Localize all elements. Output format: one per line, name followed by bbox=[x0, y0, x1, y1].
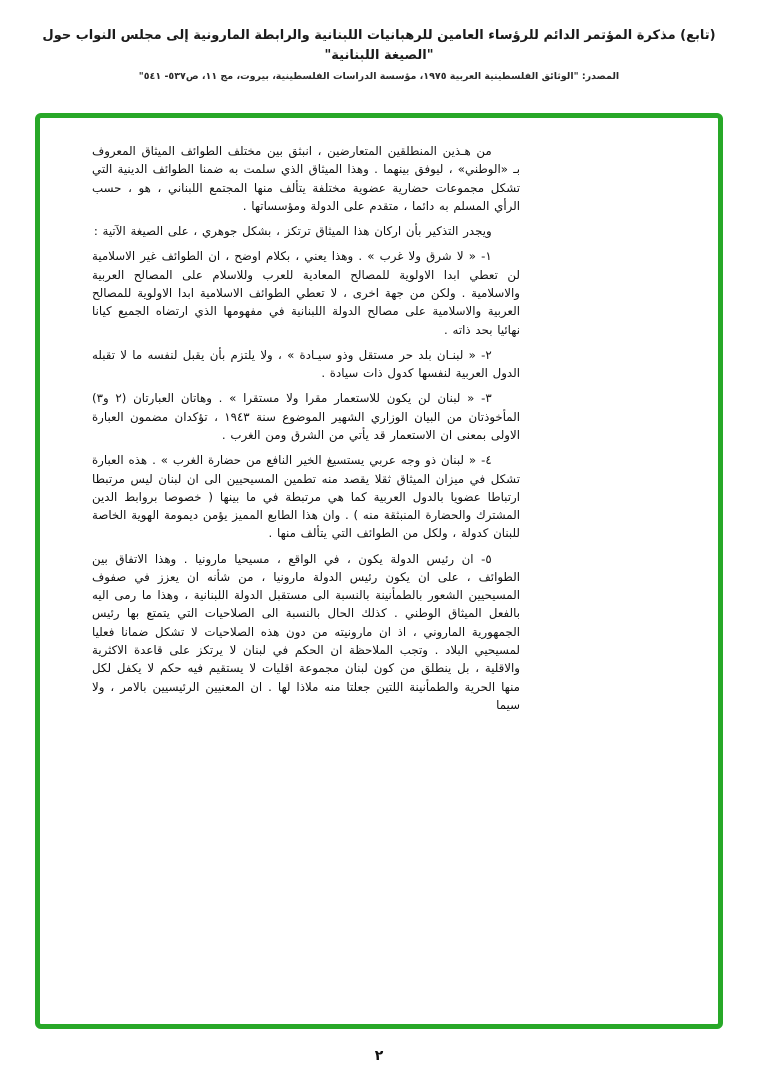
body-text-column bbox=[92, 142, 520, 1002]
paragraph: ٥- ان رئيس الدولة يكون ، في الواقع ، مسيحيا مارونيا . وهذا الاتفاق بين الطوائف ، على ان يكون رئيس الدولة مارونيا ، من شأنه ان يعزز في صفوف المسيحيين الشعور بالطمأنينة بالنسبة الى مستقبل الدولة اللبنانية ، وهذا ما رمى اليه بالفعل الميثاق الوطني . كذلك الحال بالنسبة الى الصلاحيات التي يتمتع بها رئيس الجمهورية الماروني ، اذ ان مارونيته من دون هذه الصلاحيات لا تشكل ضمانا فعليا لمسيحيي البلاد . وتجب الملاحظة ان الحكم في لبنان لا يرتكز على قاعدة الاكثرية والاقلية ، بل ينطلق من كون لبنان مجموعة اقليات لا يستقيم فيه حكم لا يكفل لكل منها الحرية والطمأنينة اللتين جعلتا منه ملاذا لها . ان المعنيين الرئيسيين بالامر ، ولا سيما bbox=[92, 551, 520, 712]
paragraph: ٣- « لبنان لن يكون للاستعمار مقرا ولا مستقرا » . وهاتان العبارتان (٢ و٣) المأخوذتان من البيان الوزاري الشهير الموضوع سنة ١٩٤٣ ، تؤكدان مضمون العبارة الاولى بمعنى ان الاستعمار قد يأتي من الشرق ومن الغرب . bbox=[92, 391, 520, 442]
paragraph: من هـذين المنطلقين المتعارضين ، انبثق بين مختلف الطوائف الميثاق المعروف بـ «الوطني» ، ليوفق بينهما . وهذا الميثاق الذي سلمت به ضمنا الطوائف الدينية التي تشكل مجموعات حضارية عضوية مختلفة يتألف منها المجتمع اللبناني ، هو ، حسب الرأي المسلم به دائما ، متقدم على الدولة ومؤسساتها . bbox=[92, 144, 520, 213]
source-line: المصدر: "الوثائق الفلسطينية العربية ١٩٧٥، مؤسسة الدراسات الفلسطينية، بيروت، مج ١١، ص٥٣٧- ٥٤١" bbox=[138, 71, 620, 82]
paragraph: ٤- « لبنان ذو وجه عربي يستسيغ الخير النافع من حضارة الغرب » . هذه العبارة تشكل في ميزان الميثاق ثقلا يقصد منه تطمين المسيحيين الى ان لبنان ليس مرتبطا ارتباطا عضويا بالدول العربية كما هي مرتبطة في ما بينها ( خصوصا بروابط الدين المشترك والحضارة المنبثقة منه ) . وان هذا الطابع المميز يؤمن ديمومة الهوية الخاصة للبنان كدولة ، ولكل من الطوائف التي يتألف منها . bbox=[92, 453, 520, 541]
document-header bbox=[0, 26, 758, 82]
document-title: (تابع) مذكرة المؤتمر الدائم للرؤساء العامين للرهبانيات اللبنانية والرابطة المارونية إلى مجلس النواب حول "الصيغة اللبنانية" bbox=[42, 28, 716, 63]
paragraph: ويجدر التذكير بأن اركان هذا الميثاق ترتكز ، بشكل جوهري ، على الصيغة الآتية : bbox=[93, 224, 492, 239]
page-number: ٢ bbox=[374, 1048, 384, 1064]
paragraph: ٢- « لبنـان بلد حر مستقل وذو سيـادة » ، ولا يلتزم بأن يقبل لنفسه ما لا تقبله الدول العربية لنفسها كدول ذات سيادة . bbox=[92, 347, 520, 381]
green-border-frame bbox=[35, 113, 723, 1029]
paragraph: ١- « لا شرق ولا غرب » . وهذا يعني ، بكلام اوضح ، ان الطوائف غير الاسلامية لن تعطي ابدا الاولوية للمصالح المعادية للعرب وللاسلام على المصالح العربية والاسلامية . ولكن من جهة اخرى ، لا تعطي الطوائف الاسلامية ابدا الاولوية للمصالح العربية والاسلامية على مصالح الدولة اللبنانية في مفهومها الذي ارتضاه الجميع كيانا نهائيا بحد ذاته . bbox=[92, 249, 520, 337]
